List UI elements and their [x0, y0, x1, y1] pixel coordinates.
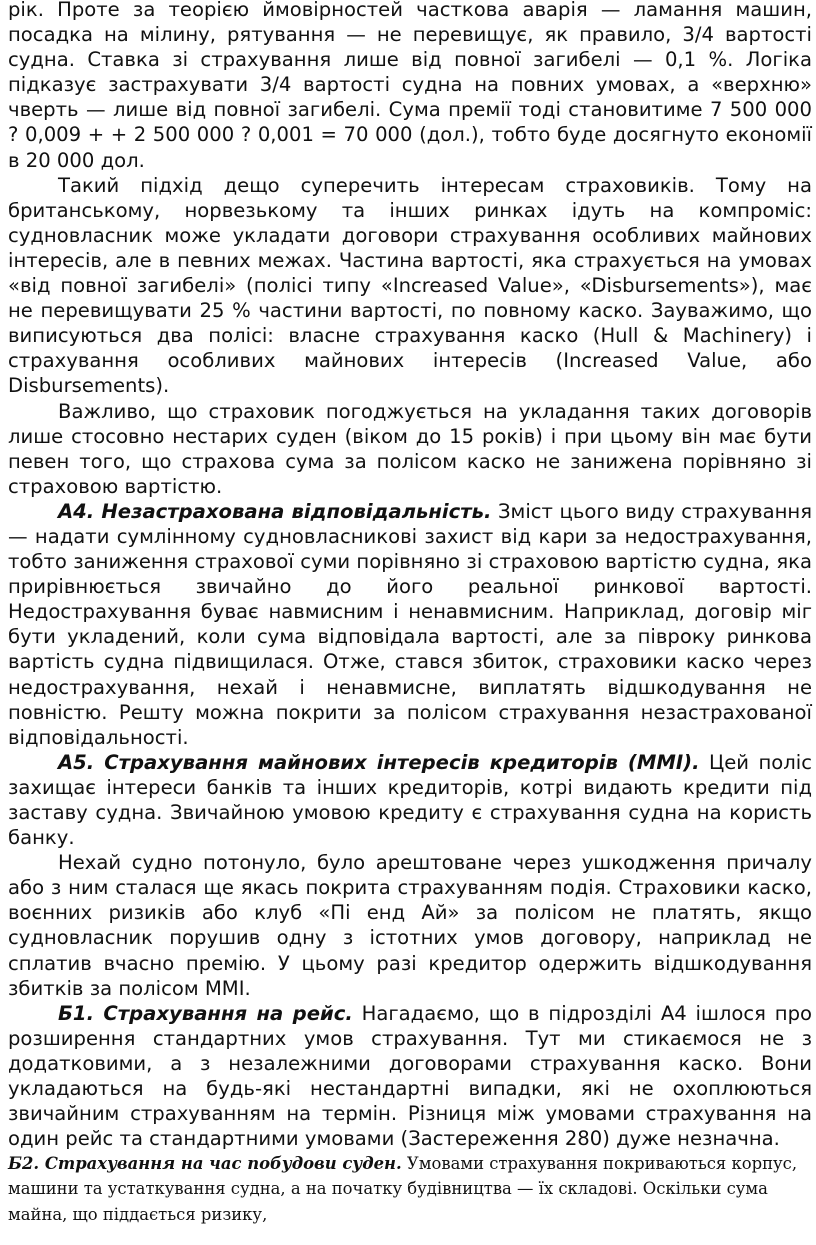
paragraph-text: рік. Проте за теорією ймовірностей часткова аварія — ламання машин, посадка на мілину, рятування — не перевищує, як правило, 3/4 вартості судна. Ставка зі страхування лише від повної загибелі — 0,1 %. Логіка підказує застрахувати 3/4 вартості судна на повних умовах, а «верхню» чверть — лише від повної загибелі. Сума премії тоді становитиме 7 500 000 ? 0,009 + + 2 500 000 ? 0,001 = 70 000 (дол.), тобто буде досягнуто економії в 20 000 дол.: [8, 0, 812, 172]
paragraph-text: Нехай судно потонуло, було арештоване через ушкодження причалу або з ним сталася ще якась покрита страхуванням подія. Страховики каско, воєнних ризиків або клуб «Пі енд Ай» за полісом не платять, якщо судновласник порушив одну з істотних умов договору, наприклад не сплатив вчасно премію. У цьому разі кредитор одержить відшкодування збитків за полісом ММІ.: [8, 851, 812, 1000]
section-b2: [8, 1151, 812, 1226]
section-heading-b1: Б1. Страхування на рейс.: [58, 1001, 353, 1025]
paragraph-mmi-example: [8, 850, 812, 1001]
paragraph-text: Умовами страхування покриваються корпус, машини та устаткування судна, а на початку будівництва — їх складові. Оскільки сума майна, що піддається ризику,: [8, 1154, 798, 1224]
section-a4: [8, 499, 812, 750]
section-a5: [8, 750, 812, 850]
paragraph-text: Цей поліс захищає інтереси банків та інших кредиторів, котрі видають кредити під заставу судна. Звичайною умовою кредиту є страхування судна на користь банку.: [8, 750, 812, 850]
section-heading-a5: А5. Страхування майнових інтересів кредиторів (ММІ).: [58, 750, 700, 774]
paragraph-compromise: [8, 173, 812, 399]
section-heading-a4: А4. Незастрахована відповідальність.: [58, 499, 492, 523]
paragraph-text: Такий підхід дещо суперечить інтересам страховиків. Тому на британському, норвезькому та інших ринках ідуть на компроміс: судновласник може укладати договори страхування особливих майнових інтересів, але в певних межах. Частина вартості, яка страхується на умовах «від повної загибелі» (полісі типу «Increased Value», «Disbursements»), має не перевищувати 25 % частини вартості, по повному каско. Зауважимо, що виписуються два полісі: власне страхування каско (Hull & Machinery) і страхування особливих майнових інтересів (Increased Value, або Disbursements).: [8, 173, 812, 398]
paragraph-text: Зміст цього виду страхування — надати сумлінному судновласникові захист від кари за недострахування, тобто заниження страхової суми порівняно зі страховою вартістю судна, яка прирівнюється звичайно до його реальної ринкової вартості. Недострахування буває навмисним і ненавмисним. Наприклад, договір міг бути укладений, коли сума відповідала вартості, але за півроку ринкова вартість судна підвищилася. Отже, стався збиток, страховики каско через недострахування, нехай і ненавмисне, виплатять відшкодування не повністю. Решту можна покрити за полісом страхування незастрахованої відповідальності.: [8, 499, 812, 749]
paragraph-text: Важливо, що страховик погоджується на укладання таких договорів лише стосовно нестарих суден (віком до 15 років) і при цьому він має бути певен того, що страхова сума за полісом каско не занижена порівняно зі страховою вартістю.: [8, 399, 812, 498]
paragraph-vessel-age: [8, 399, 812, 499]
paragraph-premium-calculation: [8, 0, 812, 173]
paragraph-text: Нагадаємо, що в підрозділі А4 ішлося про розширення стандартних умов страхування. Тут ми стикаємося не з додатковими, а з незалежними договорами страхування каско. Вони укладаються на будь-які нестандартні випадки, які не охоплюються звичайним страхуванням на термін. Різниця між умовами страхування на один рейс та стандартними умовами (Застереження 280) дуже незначна.: [8, 1001, 812, 1151]
section-b1: [8, 1001, 812, 1152]
section-heading-b2: Б2. Страхування на час побудови суден.: [8, 1154, 402, 1174]
